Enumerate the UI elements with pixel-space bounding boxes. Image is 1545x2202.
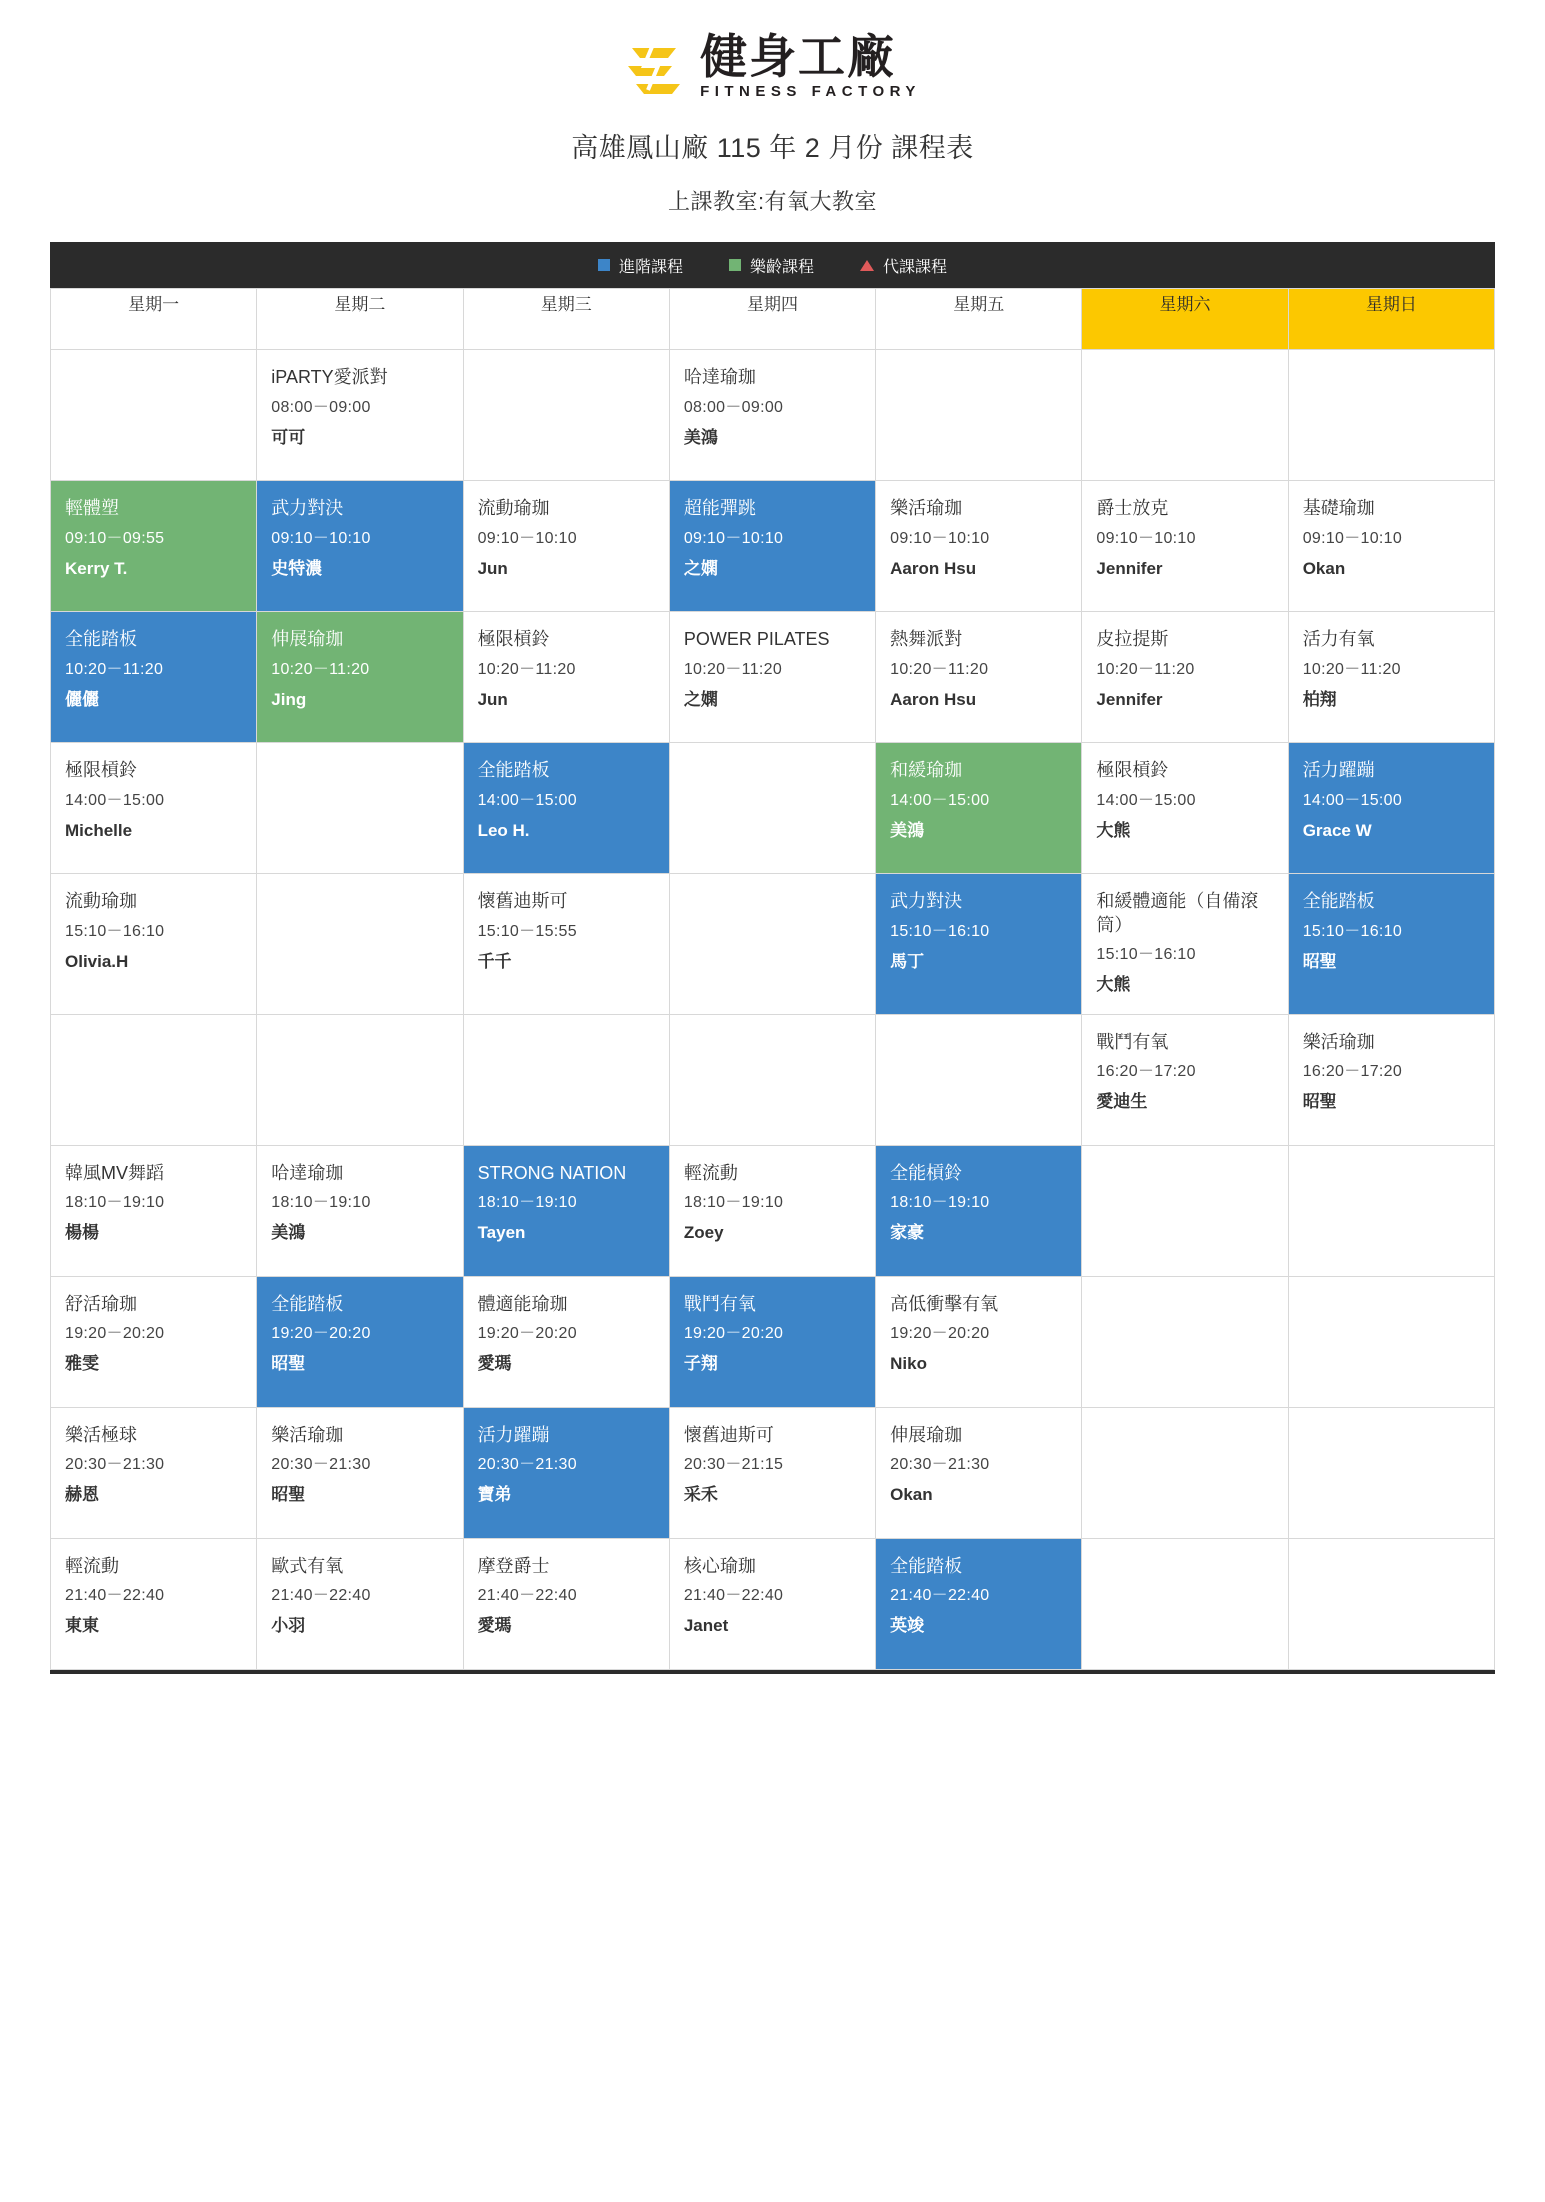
schedule-cell-empty xyxy=(51,1015,257,1146)
schedule-cell-class[interactable] xyxy=(876,874,1082,1015)
schedule-row xyxy=(51,1277,1495,1408)
class-instructor: 大熊 xyxy=(1096,820,1131,840)
class-name: STRONG NATION xyxy=(477,1163,627,1184)
class-name: 樂活瑜珈 xyxy=(1302,1032,1375,1053)
class-name: 和緩瑜珈 xyxy=(890,760,963,781)
schedule-row xyxy=(51,612,1495,743)
class-time: 15:10－15:55 xyxy=(477,922,577,940)
class-time: 09:10－10:10 xyxy=(477,529,577,547)
schedule-cell-class[interactable] xyxy=(257,1277,463,1408)
class-time: 21:40－22:40 xyxy=(477,1587,577,1605)
schedule-cell-empty xyxy=(1288,1146,1494,1277)
class-instructor: 馬丁 xyxy=(890,951,925,971)
class-instructor: 史特濃 xyxy=(271,558,323,578)
schedule-cell-class[interactable] xyxy=(51,612,257,743)
class-time: 20:30－21:30 xyxy=(271,1456,371,1474)
class-instructor: Leo H. xyxy=(477,820,530,840)
weekday-header-2: 星期二 xyxy=(257,289,463,350)
schedule-cell-class[interactable] xyxy=(463,874,669,1015)
legend-label: 樂齡課程 xyxy=(749,258,814,276)
class-instructor: 昭聖 xyxy=(271,1485,306,1505)
class-name: 歐式有氧 xyxy=(271,1556,344,1577)
class-time: 21:40－22:40 xyxy=(683,1587,784,1605)
class-instructor: 之嫻 xyxy=(683,558,718,578)
class-instructor: 小羽 xyxy=(271,1616,306,1636)
legend-item xyxy=(729,254,814,277)
class-time: 20:30－21:15 xyxy=(683,1456,784,1474)
class-name: 體適能瑜珈 xyxy=(477,1294,568,1315)
class-instructor: Tayen xyxy=(477,1223,526,1243)
class-instructor: Jun xyxy=(477,558,508,578)
class-instructor: 儷儷 xyxy=(65,689,99,709)
legend-label: 代課課程 xyxy=(883,258,948,276)
class-instructor: Jennifer xyxy=(1096,689,1163,709)
schedule-row xyxy=(51,1146,1495,1277)
schedule-cell-class[interactable] xyxy=(51,1539,257,1670)
legend-triangle-icon xyxy=(860,260,874,271)
class-name: 流動瑜珈 xyxy=(65,891,137,912)
schedule-cell-empty xyxy=(669,1015,875,1146)
class-instructor: Kerry T. xyxy=(65,558,128,578)
schedule-cell-class[interactable] xyxy=(51,1146,257,1277)
class-time: 08:00－09:00 xyxy=(271,398,371,416)
class-instructor: Okan xyxy=(1302,558,1346,578)
schedule-cell-class[interactable] xyxy=(463,612,669,743)
class-time: 10:20－11:20 xyxy=(477,660,576,678)
class-instructor: 子翔 xyxy=(683,1354,718,1374)
class-time: 09:10－10:10 xyxy=(890,529,990,547)
class-name: 高低衝擊有氧 xyxy=(890,1294,999,1315)
class-time: 18:10－19:10 xyxy=(271,1194,371,1212)
schedule-cell-class[interactable] xyxy=(1288,874,1494,1015)
schedule-cell-class[interactable] xyxy=(1082,743,1288,874)
class-instructor: 昭聖 xyxy=(271,1354,306,1374)
schedule-cell-empty xyxy=(669,743,875,874)
class-name: 全能踏板 xyxy=(477,760,550,781)
table-bottom-rule xyxy=(50,1670,1495,1674)
schedule-cell-class[interactable] xyxy=(463,1539,669,1670)
schedule-cell-class[interactable] xyxy=(669,1539,875,1670)
brand-name-cn: 健身工廠 xyxy=(700,30,897,83)
class-time: 18:10－19:10 xyxy=(477,1194,577,1212)
class-name: 哈達瑜珈 xyxy=(683,367,756,388)
class-time: 09:10－10:10 xyxy=(271,529,371,547)
class-name: 極限槓鈴 xyxy=(1096,760,1169,781)
class-instructor: 大熊 xyxy=(1096,974,1131,994)
class-instructor: 愛瑪 xyxy=(477,1354,512,1374)
schedule-row xyxy=(51,481,1495,612)
schedule-cell-class[interactable] xyxy=(257,1408,463,1539)
class-time: 15:10－16:10 xyxy=(65,922,165,940)
class-time: 10:20－11:20 xyxy=(1096,660,1195,678)
class-name: 輕流動 xyxy=(65,1556,119,1577)
class-name: 輕體塑 xyxy=(65,498,119,519)
class-name: 懷舊迪斯可 xyxy=(477,891,568,912)
class-instructor: Okan xyxy=(890,1485,933,1505)
class-name: POWER PILATES xyxy=(683,629,830,650)
class-name: 基礎瑜珈 xyxy=(1302,498,1375,519)
class-instructor: Zoey xyxy=(683,1223,724,1243)
schedule-cell-empty xyxy=(257,1015,463,1146)
class-time: 16:20－17:20 xyxy=(1096,1063,1196,1081)
brand-text xyxy=(700,32,921,100)
weekday-header-row xyxy=(51,289,1495,350)
brand-logo xyxy=(50,32,1495,100)
class-name: 全能踏板 xyxy=(890,1556,963,1577)
class-time: 20:30－21:30 xyxy=(65,1456,165,1474)
class-time: 08:00－09:00 xyxy=(683,398,784,416)
class-time: 19:20－20:20 xyxy=(890,1325,990,1343)
class-instructor: 千千 xyxy=(477,951,512,971)
class-instructor: Jennifer xyxy=(1096,558,1163,578)
schedule-cell-empty xyxy=(463,1015,669,1146)
class-instructor: Michelle xyxy=(65,820,133,840)
class-time: 19:20－20:20 xyxy=(477,1325,577,1343)
schedule-cell-class[interactable] xyxy=(876,481,1082,612)
class-time: 19:20－20:20 xyxy=(683,1325,784,1343)
class-instructor: Jun xyxy=(477,689,508,709)
legend-label: 進階課程 xyxy=(618,258,683,276)
class-instructor: 赫恩 xyxy=(65,1485,99,1505)
brand-name-en: FITNESS FACTORY xyxy=(700,83,921,101)
class-instructor: 美鴻 xyxy=(271,1223,306,1243)
class-time: 14:00－15:00 xyxy=(477,791,577,809)
class-name: 活力躍蹦 xyxy=(1302,760,1375,781)
schedule-cell-empty xyxy=(257,743,463,874)
schedule-table-body xyxy=(51,350,1495,1670)
class-name: 皮拉提斯 xyxy=(1096,629,1169,650)
schedule-cell-class[interactable] xyxy=(1082,481,1288,612)
schedule-cell-class[interactable] xyxy=(1082,1015,1288,1146)
class-time: 09:10－09:55 xyxy=(65,529,165,547)
class-instructor: 美鴻 xyxy=(683,427,718,447)
class-time: 10:20－11:20 xyxy=(683,660,783,678)
class-name: 全能踏板 xyxy=(65,629,137,650)
schedule-cell-class[interactable] xyxy=(463,743,669,874)
schedule-cell-empty xyxy=(1082,350,1288,481)
schedule-cell-class[interactable] xyxy=(669,1408,875,1539)
class-instructor: 柏翔 xyxy=(1302,689,1337,709)
class-time: 14:00－15:00 xyxy=(1096,791,1196,809)
class-name: 流動瑜珈 xyxy=(477,498,550,519)
schedule-cell-empty xyxy=(257,874,463,1015)
class-time: 14:00－15:00 xyxy=(890,791,990,809)
schedule-cell-class[interactable] xyxy=(257,481,463,612)
fitness-factory-logo-icon xyxy=(624,38,686,94)
schedule-cell-class[interactable] xyxy=(1082,612,1288,743)
class-time: 14:00－15:00 xyxy=(65,791,165,809)
class-name: 伸展瑜珈 xyxy=(271,629,344,650)
schedule-row xyxy=(51,743,1495,874)
schedule-cell-class[interactable] xyxy=(257,612,463,743)
class-name: 武力對決 xyxy=(890,891,963,912)
class-instructor: 愛迪生 xyxy=(1096,1092,1148,1112)
class-time: 18:10－19:10 xyxy=(890,1194,990,1212)
class-name: 活力有氧 xyxy=(1302,629,1375,650)
schedule-cell-empty xyxy=(1288,350,1494,481)
legend-item xyxy=(860,254,947,277)
class-name: 極限槓鈴 xyxy=(477,629,550,650)
page-subtitle: 上課教室:有氧大教室 xyxy=(667,189,878,215)
class-instructor: 東東 xyxy=(65,1616,99,1636)
schedule-cell-class[interactable] xyxy=(51,1408,257,1539)
class-instructor: 家豪 xyxy=(890,1223,925,1243)
class-name: 活力躍蹦 xyxy=(477,1425,550,1446)
class-name: 武力對決 xyxy=(271,498,344,519)
class-instructor: 雅雯 xyxy=(65,1354,99,1374)
schedule-row xyxy=(51,350,1495,481)
class-time: 14:00－15:00 xyxy=(1302,791,1403,809)
class-name: 哈達瑜珈 xyxy=(271,1163,344,1184)
legend-bar xyxy=(50,242,1495,288)
class-name: 爵士放克 xyxy=(1096,498,1169,519)
class-instructor: 之嫻 xyxy=(683,689,718,709)
class-time: 21:40－22:40 xyxy=(890,1587,990,1605)
schedule-row xyxy=(51,1539,1495,1670)
class-time: 21:40－22:40 xyxy=(65,1587,165,1605)
schedule-cell-empty xyxy=(876,350,1082,481)
schedule-cell-class[interactable] xyxy=(669,481,875,612)
class-time: 09:10－10:10 xyxy=(683,529,784,547)
class-instructor: Aaron Hsu xyxy=(890,558,977,578)
class-time: 19:20－20:20 xyxy=(65,1325,165,1343)
class-name: 輕流動 xyxy=(683,1163,738,1184)
class-instructor: Niko xyxy=(890,1354,927,1374)
weekday-header-7: 星期日 xyxy=(1288,289,1494,350)
class-name: 極限槓鈴 xyxy=(65,760,137,781)
class-time: 10:20－11:20 xyxy=(890,660,989,678)
class-time: 20:30－21:30 xyxy=(890,1456,990,1474)
class-instructor: Jing xyxy=(271,689,307,709)
schedule-table xyxy=(50,288,1495,1670)
schedule-cell-empty xyxy=(1082,1408,1288,1539)
schedule-cell-class[interactable] xyxy=(463,1146,669,1277)
schedule-cell-class[interactable] xyxy=(463,481,669,612)
schedule-cell-empty xyxy=(1288,1277,1494,1408)
class-instructor: 美鴻 xyxy=(890,820,925,840)
schedule-cell-empty xyxy=(1082,1277,1288,1408)
schedule-cell-empty xyxy=(1082,1146,1288,1277)
class-name: iPARTY愛派對 xyxy=(271,367,388,388)
class-name: 樂活瑜珈 xyxy=(890,498,963,519)
schedule-cell-class[interactable] xyxy=(876,1539,1082,1670)
class-time: 16:20－17:20 xyxy=(1302,1063,1403,1081)
schedule-cell-class[interactable] xyxy=(1288,743,1494,874)
schedule-cell-class[interactable] xyxy=(1288,1015,1494,1146)
schedule-cell-class[interactable] xyxy=(463,1408,669,1539)
schedule-cell-empty xyxy=(669,874,875,1015)
class-instructor: Olivia.H xyxy=(65,951,129,971)
schedule-cell-class[interactable] xyxy=(257,350,463,481)
schedule-cell-class[interactable] xyxy=(669,612,875,743)
schedule-cell-empty xyxy=(51,350,257,481)
schedule-cell-empty xyxy=(1082,1539,1288,1670)
schedule-cell-class[interactable] xyxy=(257,1146,463,1277)
schedule-cell-class[interactable] xyxy=(257,1539,463,1670)
schedule-row xyxy=(51,874,1495,1015)
legend-square-icon xyxy=(598,259,610,271)
class-time: 15:10－16:10 xyxy=(890,922,990,940)
class-time: 09:10－10:10 xyxy=(1302,529,1403,547)
schedule-cell-class[interactable] xyxy=(876,612,1082,743)
class-name: 懷舊迪斯可 xyxy=(683,1425,774,1446)
class-name: 超能彈跳 xyxy=(683,498,756,519)
class-name: 全能踏板 xyxy=(271,1294,344,1315)
weekday-header-6: 星期六 xyxy=(1082,289,1288,350)
schedule-cell-class[interactable] xyxy=(1288,481,1494,612)
class-name: 全能踏板 xyxy=(1302,891,1375,912)
schedule-cell-class[interactable] xyxy=(1288,612,1494,743)
schedule-cell-empty xyxy=(1288,1408,1494,1539)
schedule-cell-class[interactable] xyxy=(51,481,257,612)
schedule-cell-empty xyxy=(876,1015,1082,1146)
class-time: 15:10－16:10 xyxy=(1096,946,1196,964)
weekday-header-4: 星期四 xyxy=(669,289,875,350)
class-time: 09:10－10:10 xyxy=(1096,529,1196,547)
page-title: 高雄鳳山廠 115 年 2 月份 課程表 xyxy=(571,133,974,164)
class-name: 韓風MV舞蹈 xyxy=(65,1163,164,1184)
schedule-cell-class[interactable] xyxy=(1082,874,1288,1015)
schedule-cell-class[interactable] xyxy=(51,1277,257,1408)
legend-square-icon xyxy=(729,259,741,271)
legend-item xyxy=(598,254,683,277)
class-name: 樂活瑜珈 xyxy=(271,1425,344,1446)
class-time: 20:30－21:30 xyxy=(477,1456,577,1474)
weekday-header-3: 星期三 xyxy=(463,289,669,350)
schedule-cell-class[interactable] xyxy=(669,1146,875,1277)
class-name: 和緩體適能（自備滾筒） xyxy=(1096,891,1259,935)
schedule-cell-class[interactable] xyxy=(876,743,1082,874)
schedule-cell-class[interactable] xyxy=(669,1277,875,1408)
schedule-cell-class[interactable] xyxy=(463,1277,669,1408)
class-name: 熱舞派對 xyxy=(890,629,963,650)
schedule-cell-class[interactable] xyxy=(876,1146,1082,1277)
class-time: 10:20－11:20 xyxy=(271,660,370,678)
class-instructor: 楊楊 xyxy=(65,1223,99,1243)
class-time: 19:20－20:20 xyxy=(271,1325,371,1343)
class-instructor: Grace W xyxy=(1302,820,1372,840)
class-time: 18:10－19:10 xyxy=(65,1194,165,1212)
schedule-cell-empty xyxy=(1288,1539,1494,1670)
class-instructor: Janet xyxy=(683,1616,729,1636)
schedule-cell-class[interactable] xyxy=(51,874,257,1015)
class-time: 10:20－11:20 xyxy=(1302,660,1401,678)
class-name: 伸展瑜珈 xyxy=(890,1425,963,1446)
schedule-cell-class[interactable] xyxy=(876,1277,1082,1408)
class-name: 戰鬥有氧 xyxy=(1096,1032,1169,1053)
class-name: 全能槓鈴 xyxy=(890,1163,963,1184)
class-name: 核心瑜珈 xyxy=(683,1556,756,1577)
class-instructor: Aaron Hsu xyxy=(890,689,977,709)
schedule-table-head xyxy=(51,289,1495,350)
class-time: 21:40－22:40 xyxy=(271,1587,371,1605)
class-instructor: 昭聖 xyxy=(1302,1092,1337,1112)
class-name: 樂活極球 xyxy=(65,1425,137,1446)
class-name: 摩登爵士 xyxy=(477,1556,550,1577)
weekday-header-5: 星期五 xyxy=(876,289,1082,350)
class-instructor: 可可 xyxy=(271,427,306,447)
class-instructor: 昭聖 xyxy=(1302,951,1337,971)
schedule-row xyxy=(51,1015,1495,1146)
class-instructor: 采禾 xyxy=(683,1485,718,1505)
schedule-cell-class[interactable] xyxy=(51,743,257,874)
class-instructor: 寶弟 xyxy=(477,1485,512,1505)
class-instructor: 愛瑪 xyxy=(477,1616,512,1636)
class-time: 18:10－19:10 xyxy=(683,1194,784,1212)
schedule-cell-class[interactable] xyxy=(669,350,875,481)
class-name: 舒活瑜珈 xyxy=(65,1294,137,1315)
class-time: 10:20－11:20 xyxy=(65,660,164,678)
weekday-header-1: 星期一 xyxy=(51,289,257,350)
class-name: 戰鬥有氧 xyxy=(683,1294,756,1315)
class-time: 15:10－16:10 xyxy=(1302,922,1403,940)
class-instructor: 英竣 xyxy=(890,1616,925,1636)
schedule-cell-class[interactable] xyxy=(876,1408,1082,1539)
schedule-row xyxy=(51,1408,1495,1539)
schedule-cell-empty xyxy=(463,350,669,481)
